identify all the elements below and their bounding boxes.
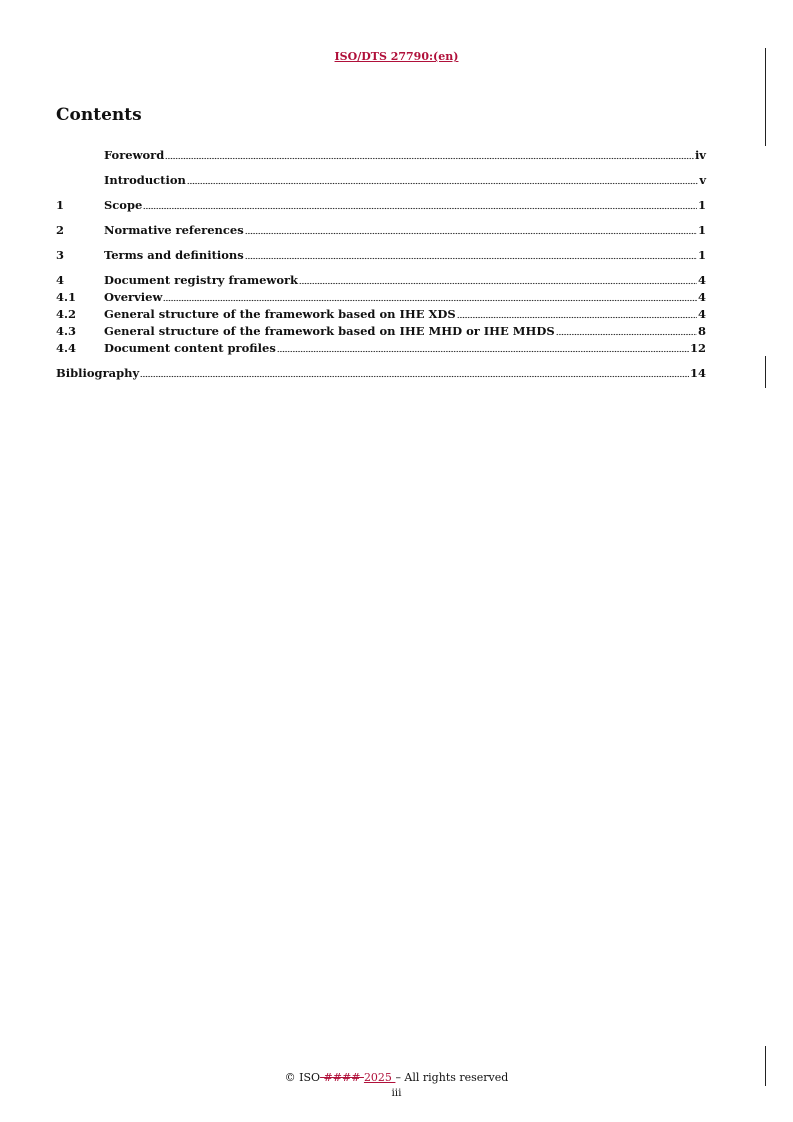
toc-page: 4 — [697, 307, 706, 321]
dot-leader — [187, 182, 698, 185]
toc-entry-document-registry-framework[interactable] — [56, 271, 706, 288]
dot-leader — [245, 257, 697, 260]
dot-leader — [457, 316, 697, 319]
copyright-suffix: – All rights reserved — [395, 1071, 509, 1084]
toc-label: Terms and definitions — [104, 248, 244, 262]
toc-number: 4.2 — [56, 307, 77, 321]
copyright-prefix: © ISO — [284, 1071, 321, 1084]
toc-label: Overview — [104, 290, 163, 304]
toc-label: Scope — [104, 198, 143, 212]
toc-entry-scope[interactable] — [56, 196, 706, 213]
toc-number: 4.1 — [56, 290, 77, 304]
toc-entry-document-content-profiles[interactable] — [56, 339, 706, 356]
toc-number: 4.4 — [56, 341, 77, 355]
change-bar — [765, 356, 766, 388]
toc-page: 8 — [697, 324, 706, 338]
dot-leader — [556, 333, 697, 336]
toc-page: 4 — [697, 273, 706, 287]
toc-number: 4.3 — [56, 324, 77, 338]
toc-number: 1 — [56, 198, 65, 212]
toc-page: 12 — [689, 341, 706, 355]
toc-number: 4 — [56, 273, 65, 287]
inserted-year: 2025 — [363, 1071, 396, 1084]
toc-label: Document content profiles — [104, 341, 276, 355]
toc-number: 3 — [56, 248, 65, 262]
document-id-header: ISO/DTS 27790:(en) — [334, 50, 459, 63]
toc-page: v — [699, 173, 706, 187]
copyright-footer — [0, 1071, 793, 1084]
toc-entry-introduction[interactable] — [56, 171, 706, 188]
toc-page: 4 — [697, 290, 706, 304]
toc-page: 1 — [697, 248, 706, 262]
toc-label: Document registry framework — [104, 273, 299, 287]
toc-number: 2 — [56, 223, 65, 237]
change-bar — [765, 48, 766, 146]
toc-label: Bibliography — [56, 366, 140, 380]
page-title: Contents — [56, 105, 142, 125]
toc-label: General structure of the framework based on IHE MHD or IHE MHDS — [104, 324, 555, 338]
toc-entry-bibliography[interactable] — [56, 364, 706, 381]
toc-page: iv — [694, 148, 706, 162]
dot-leader — [299, 282, 697, 285]
toc-entry-foreword[interactable] — [56, 146, 706, 163]
table-of-contents — [56, 146, 706, 381]
toc-page: 1 — [697, 198, 706, 212]
toc-page: 1 — [697, 223, 706, 237]
dot-leader — [165, 157, 694, 160]
dot-leader — [143, 207, 697, 210]
toc-entry-terms-and-definitions[interactable] — [56, 246, 706, 263]
toc-entry-overview[interactable] — [56, 288, 706, 305]
dot-leader — [277, 350, 689, 353]
dot-leader — [163, 299, 697, 302]
toc-label: Normative references — [104, 223, 244, 237]
toc-entry-structure-ihe-mhd[interactable] — [56, 322, 706, 339]
toc-label: Introduction — [104, 173, 186, 187]
page-number: iii — [391, 1087, 402, 1099]
toc-entry-structure-ihe-xds[interactable] — [56, 305, 706, 322]
deleted-year-placeholder: #### — [320, 1071, 364, 1084]
toc-entry-normative-references[interactable] — [56, 221, 706, 238]
dot-leader — [245, 232, 697, 235]
toc-label: Foreword — [104, 148, 165, 162]
dot-leader — [140, 375, 689, 378]
toc-page: 14 — [689, 366, 706, 380]
toc-label: General structure of the framework based on IHE XDS — [104, 307, 456, 321]
